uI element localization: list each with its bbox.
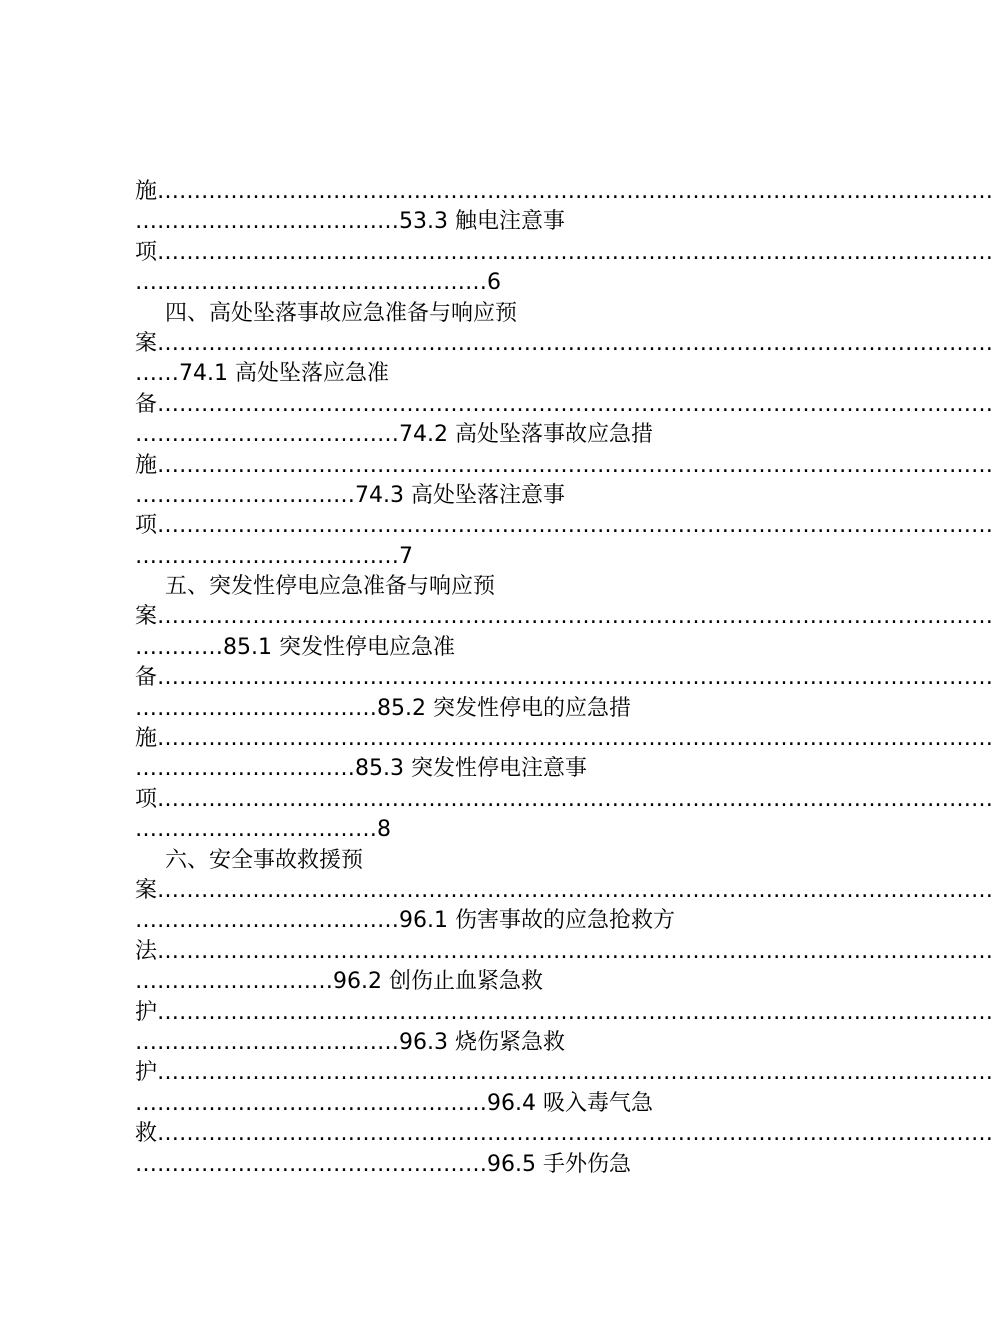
toc-line: 项…………………………………………………………………………………………………… — [135, 786, 993, 812]
toc-line: ………………………………53.3 触电注意事 — [135, 209, 565, 235]
toc-line: 项…………………………………………………………………………………………………… — [135, 513, 993, 539]
toc-line: 施…………………………………………………………………………………………………… — [135, 452, 993, 478]
toc-line: 施…………………………………………………………………………………………………… — [135, 726, 993, 752]
toc-line: ………………………………96.3 烧伤紧急救 — [135, 1029, 565, 1055]
toc-line: 备…………………………………………………………………………………………………… — [135, 665, 993, 691]
toc-line: ………………………………7 — [135, 543, 413, 569]
toc-line: 案…………………………………………………………………………………………………… — [135, 877, 993, 903]
toc-line: 护…………………………………………………………………………………………………… — [135, 1060, 993, 1086]
toc-line: 案…………………………………………………………………………………………………… — [135, 330, 993, 356]
toc-line: …………………………………………96.4 吸入毒气急 — [135, 1090, 653, 1116]
toc-line: 护…………………………………………………………………………………………………… — [135, 999, 993, 1025]
toc-line: …………………………74.3 高处坠落注意事 — [135, 482, 565, 508]
toc-line: …………………………………………6 — [135, 270, 501, 296]
toc-line: ………………………96.2 创伤止血紧急救 — [135, 969, 543, 995]
toc-line: 救…………………………………………………………………………………………………… — [135, 1121, 993, 1147]
toc-line: 案…………………………………………………………………………………………………… — [135, 604, 993, 630]
toc-line: ………………………………96.1 伤害事故的应急抢救方 — [135, 908, 675, 934]
toc-line: 项…………………………………………………………………………………………………… — [135, 239, 993, 265]
toc-section-heading: 四、高处坠落事故应急准备与响应预 — [165, 300, 518, 326]
table-of-contents — [135, 177, 993, 1180]
toc-line: …………85.1 突发性停电应急准 — [135, 634, 455, 660]
toc-line: 法…………………………………………………………………………………………………… — [135, 938, 993, 964]
toc-line: 备…………………………………………………………………………………………………… — [135, 391, 993, 417]
toc-line: …………………………………………96.5 手外伤急 — [135, 1151, 631, 1177]
toc-line: ……74.1 高处坠落应急准 — [135, 361, 389, 387]
toc-line: ……………………………8 — [135, 817, 391, 843]
toc-line: ……………………………85.2 突发性停电的应急措 — [135, 695, 631, 721]
toc-section-heading: 五、突发性停电应急准备与响应预 — [165, 574, 496, 600]
toc-section-heading: 六、安全事故救援预 — [165, 847, 364, 873]
toc-line: 施…………………………………………………………………………………………………… — [135, 179, 993, 204]
toc-line: …………………………85.3 突发性停电注意事 — [135, 756, 587, 782]
toc-line: ………………………………74.2 高处坠落事故应急措 — [135, 422, 653, 448]
